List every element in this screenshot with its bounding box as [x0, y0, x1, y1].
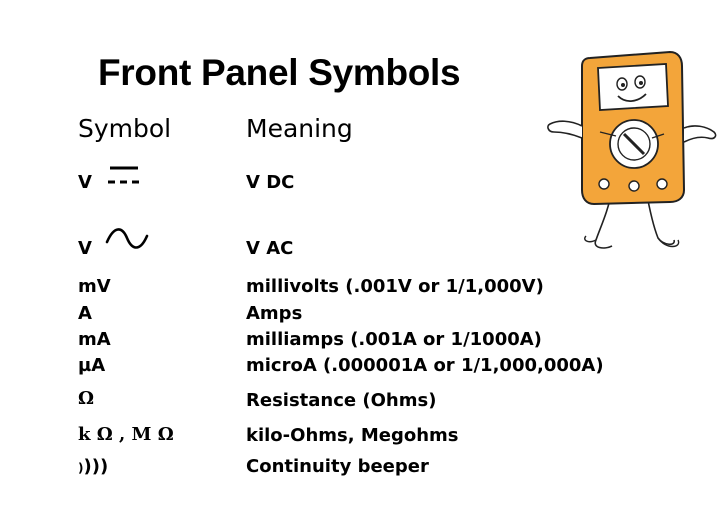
- symbol-continuity: [78, 456, 108, 477]
- continuity-parens: ))): [83, 456, 109, 477]
- meaning-ohm: Resistance (Ohms): [246, 390, 437, 411]
- symbol-v-dc: V: [78, 172, 92, 193]
- meaning-kohm-mohm: kilo-Ohms, Megohms: [246, 425, 459, 446]
- meaning-ma: milliamps (.001A or 1/1000A): [246, 329, 542, 350]
- symbol-kohm-mohm: k Ω , M Ω: [78, 424, 174, 445]
- meaning-a: Amps: [246, 303, 303, 324]
- symbol-mv: mV: [78, 276, 111, 297]
- multimeter-mascot-illustration: [542, 40, 722, 255]
- meaning-v-dc: V DC: [246, 172, 295, 193]
- symbol-column-header: Symbol: [78, 114, 172, 143]
- symbol-ohm: Ω: [78, 388, 95, 409]
- meaning-ua: microA (.000001A or 1/1,000,000A): [246, 355, 604, 376]
- continuity-small-paren: ): [78, 461, 84, 475]
- meaning-continuity: Continuity beeper: [246, 456, 429, 477]
- symbol-ua: µA: [78, 355, 106, 376]
- symbol-ma: mA: [78, 329, 111, 350]
- dc-symbol-icon: [106, 162, 142, 188]
- symbol-a: A: [78, 303, 92, 324]
- ac-wave-icon: [104, 224, 150, 254]
- symbol-v-ac: V: [78, 238, 92, 259]
- meaning-mv: millivolts (.001V or 1/1,000V): [246, 276, 544, 297]
- meaning-column-header: Meaning: [246, 114, 353, 143]
- meaning-v-ac: V AC: [246, 238, 294, 259]
- slide-title: Front Panel Symbols: [98, 52, 461, 93]
